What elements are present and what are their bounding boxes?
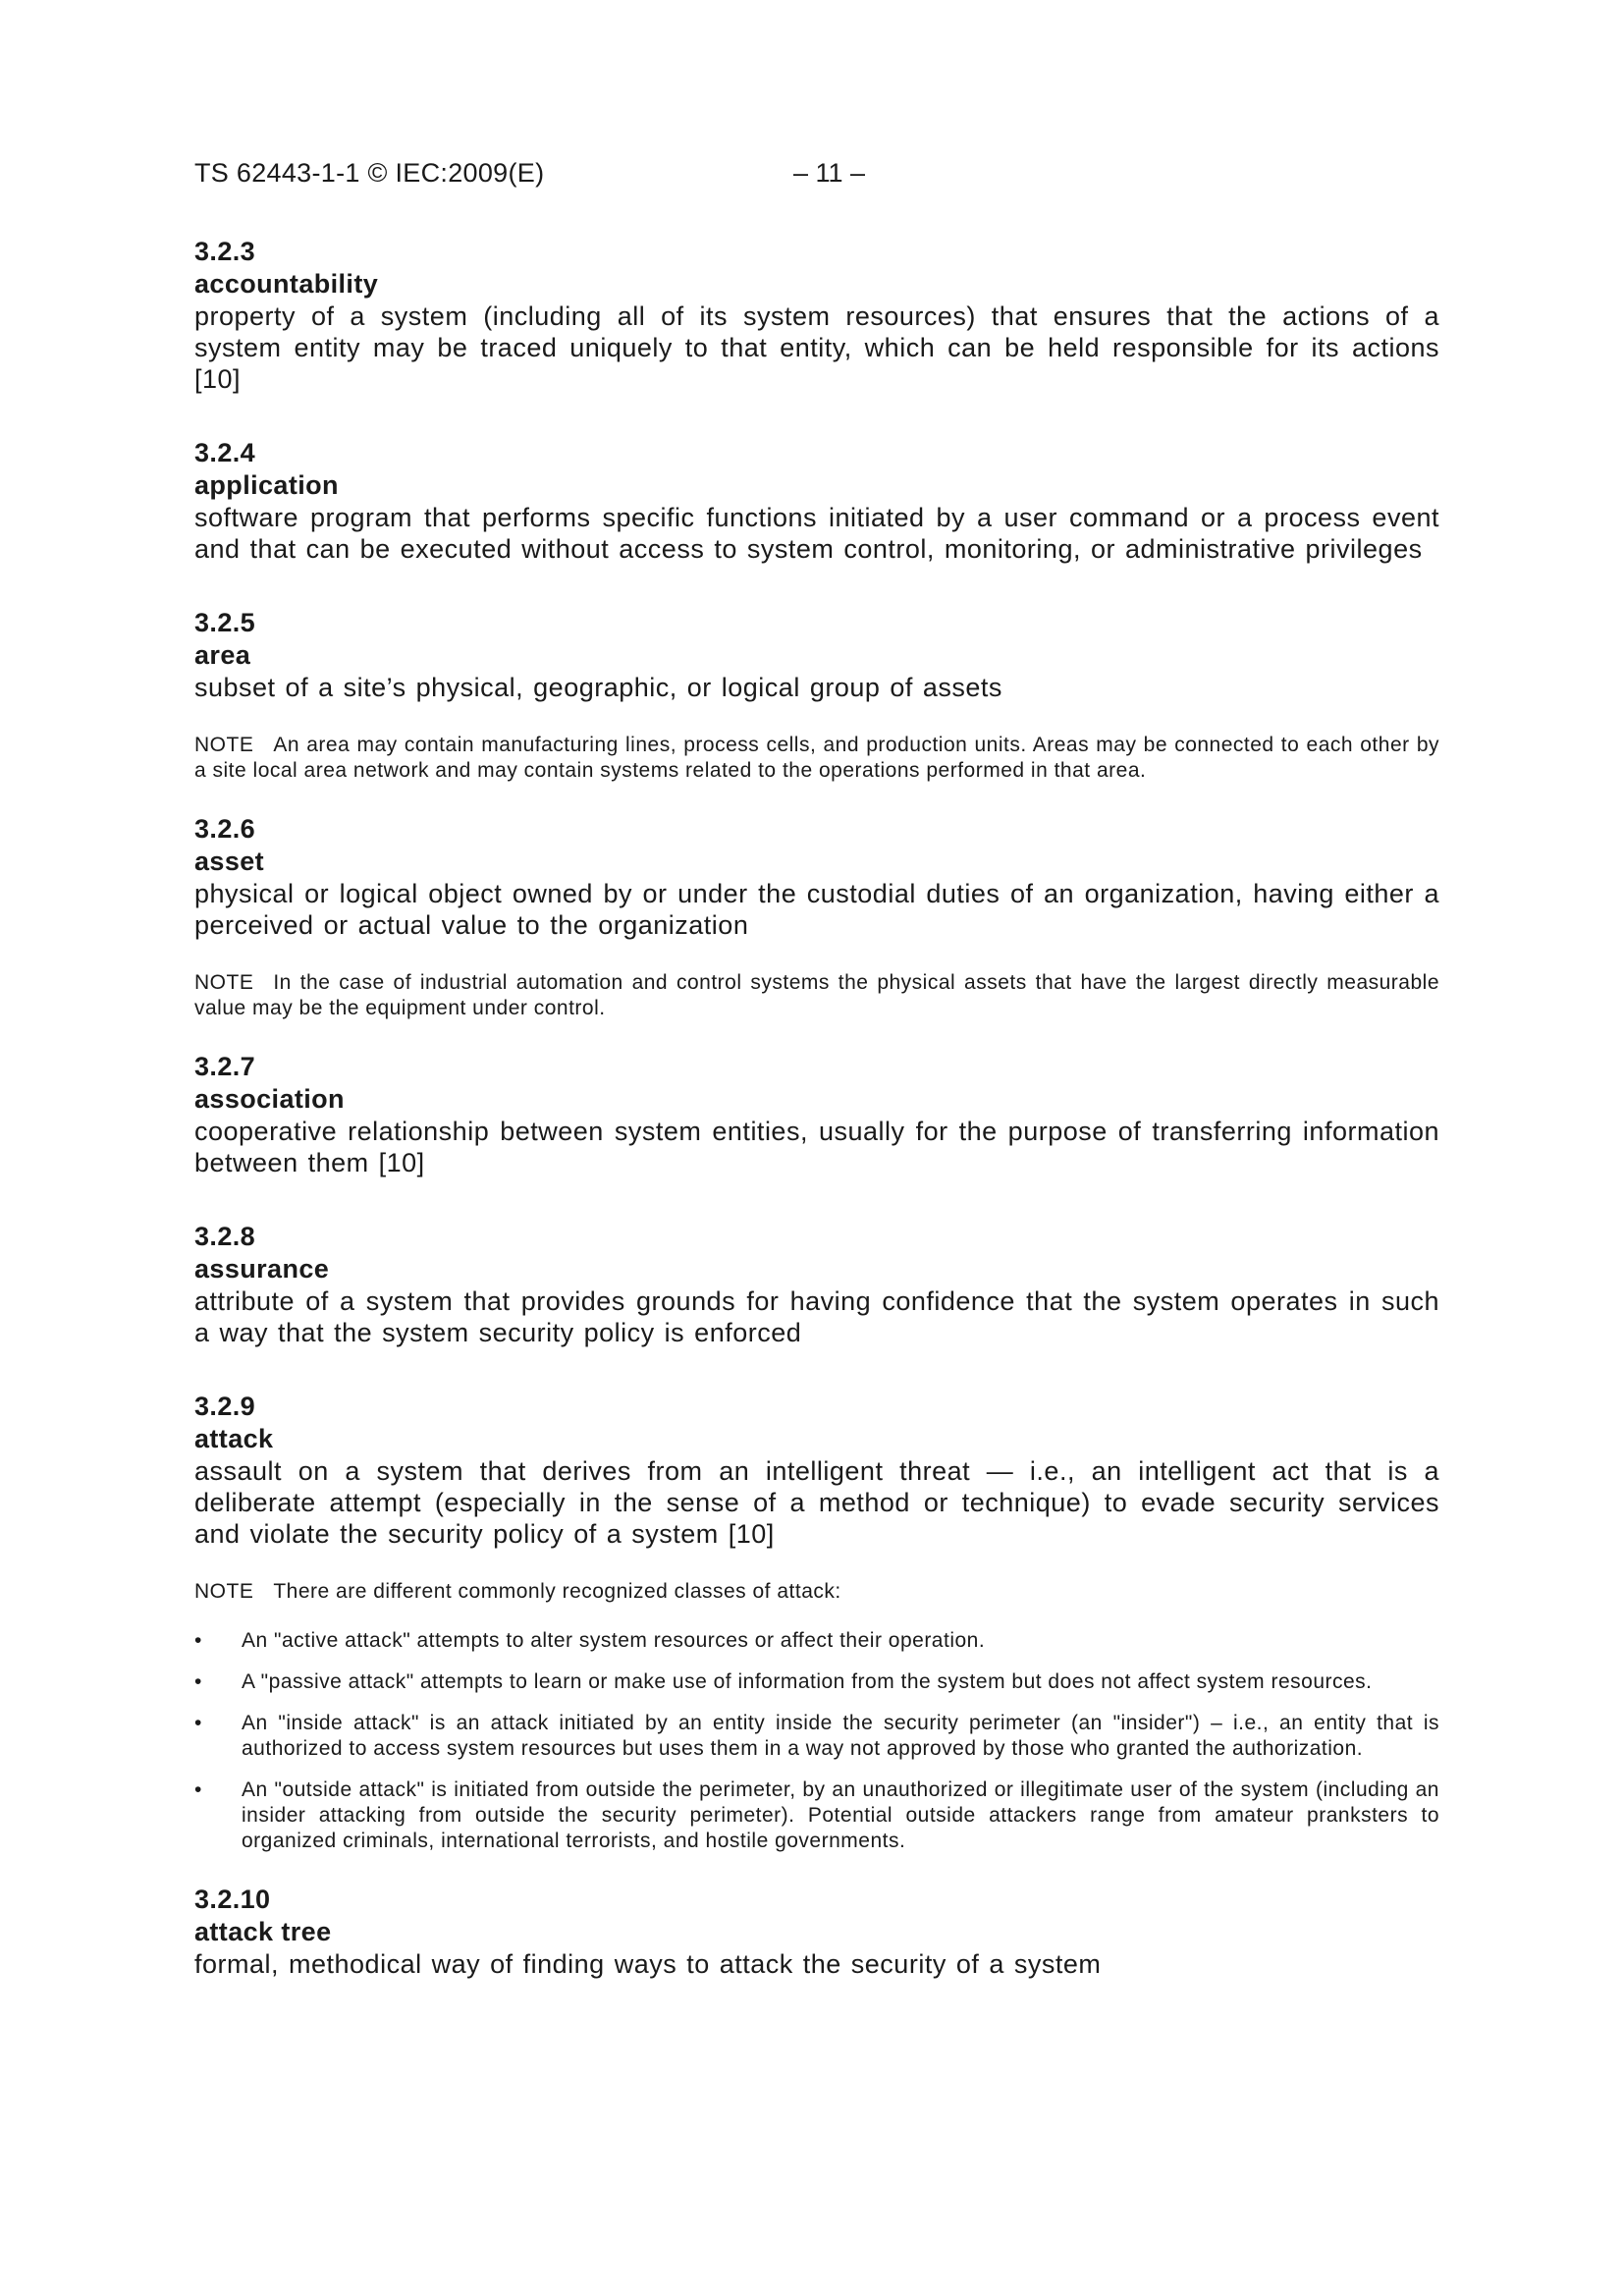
list-item — [194, 1777, 1439, 1854]
document-body — [194, 236, 1439, 2022]
note-text: An area may contain manufacturing lines, process cells, and production units. Areas may be connected to each other by a site local area network and may contain systems related to the operations performed in that area. — [194, 734, 1439, 782]
term-entry — [194, 437, 1439, 565]
term-name: attack — [194, 1424, 274, 1453]
term-entry — [194, 1391, 1439, 1854]
term-number: 3.2.8 — [194, 1222, 256, 1251]
note-text: There are different commonly recognized classes of attack: — [273, 1580, 841, 1603]
note-label: NOTE — [194, 734, 254, 756]
bullet-icon: • — [194, 1670, 202, 1693]
term-definition: formal, methodical way of finding ways to attack the security of a system — [194, 1949, 1102, 1979]
term-number: 3.2.6 — [194, 814, 256, 844]
term-note — [194, 970, 1439, 1021]
term-number: 3.2.9 — [194, 1392, 256, 1421]
term-entry — [194, 1051, 1439, 1178]
term-number: 3.2.4 — [194, 438, 256, 467]
term-definition: assault on a system that derives from an intelligent threat — i.e., an intelligent act that is a deliberate attempt (especially in the sense of a method or technique) to evade security services and violate the security policy of a system [10] — [194, 1456, 1439, 1549]
term-note — [194, 733, 1439, 784]
page-header — [194, 155, 1439, 191]
term-definition: software program that performs specific functions initiated by a user command or a process event and that can be executed without access to system control, monitoring, or administrative privileges — [194, 503, 1439, 564]
page-number: – 11 – — [793, 158, 866, 188]
list-item — [194, 1669, 1439, 1695]
bullet-icon: • — [194, 1712, 202, 1734]
list-item — [194, 1628, 1439, 1654]
term-name: asset — [194, 847, 265, 876]
term-entry — [194, 813, 1439, 1021]
list-item-text: An "active attack" attempts to alter system resources or affect their operation. — [242, 1629, 986, 1652]
term-name: area — [194, 640, 251, 670]
term-number: 3.2.5 — [194, 608, 256, 637]
term-name: accountability — [194, 269, 379, 299]
term-definition: physical or logical object owned by or under the custodial duties of an organization, having either a perceived or actual value to the organization — [194, 879, 1439, 940]
list-item — [194, 1711, 1439, 1762]
term-entry — [194, 1221, 1439, 1348]
term-definition: property of a system (including all of its system resources) that ensures that the actions of a system entity may be traced uniquely to that entity, which can be held responsible for its actions [10] — [194, 301, 1439, 394]
attack-classes-list — [194, 1628, 1439, 1854]
term-definition: cooperative relationship between system entities, usually for the purpose of transferring information between them [10] — [194, 1117, 1439, 1177]
document-id: TS 62443-1-1 © IEC:2009(E) — [194, 158, 545, 188]
term-definition: subset of a site’s physical, geographic, or logical group of assets — [194, 673, 1002, 702]
list-item-text: An "outside attack" is initiated from outside the perimeter, by an unauthorized or illegitimate user of the system (including an insider attacking from outside the security perimeter). Potential outside attackers range from amateur pranksters to organized criminals, international terrorists, and hostile governments. — [242, 1778, 1439, 1852]
note-label: NOTE — [194, 971, 254, 994]
term-definition: attribute of a system that provides grounds for having confidence that the system operates in such a way that the system security policy is enforced — [194, 1286, 1439, 1347]
term-entry — [194, 607, 1439, 784]
term-entry — [194, 236, 1439, 395]
list-item-text: A "passive attack" attempts to learn or make use of information from the system but does not affect system resources. — [242, 1670, 1373, 1693]
bullet-icon: • — [194, 1778, 202, 1801]
note-text: In the case of industrial automation and control systems the physical assets that have the largest directly measurable value may be the equipment under control. — [194, 971, 1439, 1019]
term-number: 3.2.10 — [194, 1885, 271, 1914]
term-name: association — [194, 1084, 345, 1114]
term-entry — [194, 1884, 1439, 1980]
term-note — [194, 1579, 1439, 1605]
bullet-icon: • — [194, 1629, 202, 1652]
note-label: NOTE — [194, 1580, 254, 1603]
list-item-text: An "inside attack" is an attack initiated by an entity inside the security perimeter (an "insider") – i.e., an entity that is authorized to access system resources but uses them in a way not approved by those who granted the authorization. — [242, 1712, 1439, 1760]
term-name: attack tree — [194, 1917, 332, 1946]
term-name: assurance — [194, 1254, 330, 1284]
term-number: 3.2.7 — [194, 1052, 256, 1081]
term-name: application — [194, 470, 339, 500]
term-number: 3.2.3 — [194, 237, 256, 266]
